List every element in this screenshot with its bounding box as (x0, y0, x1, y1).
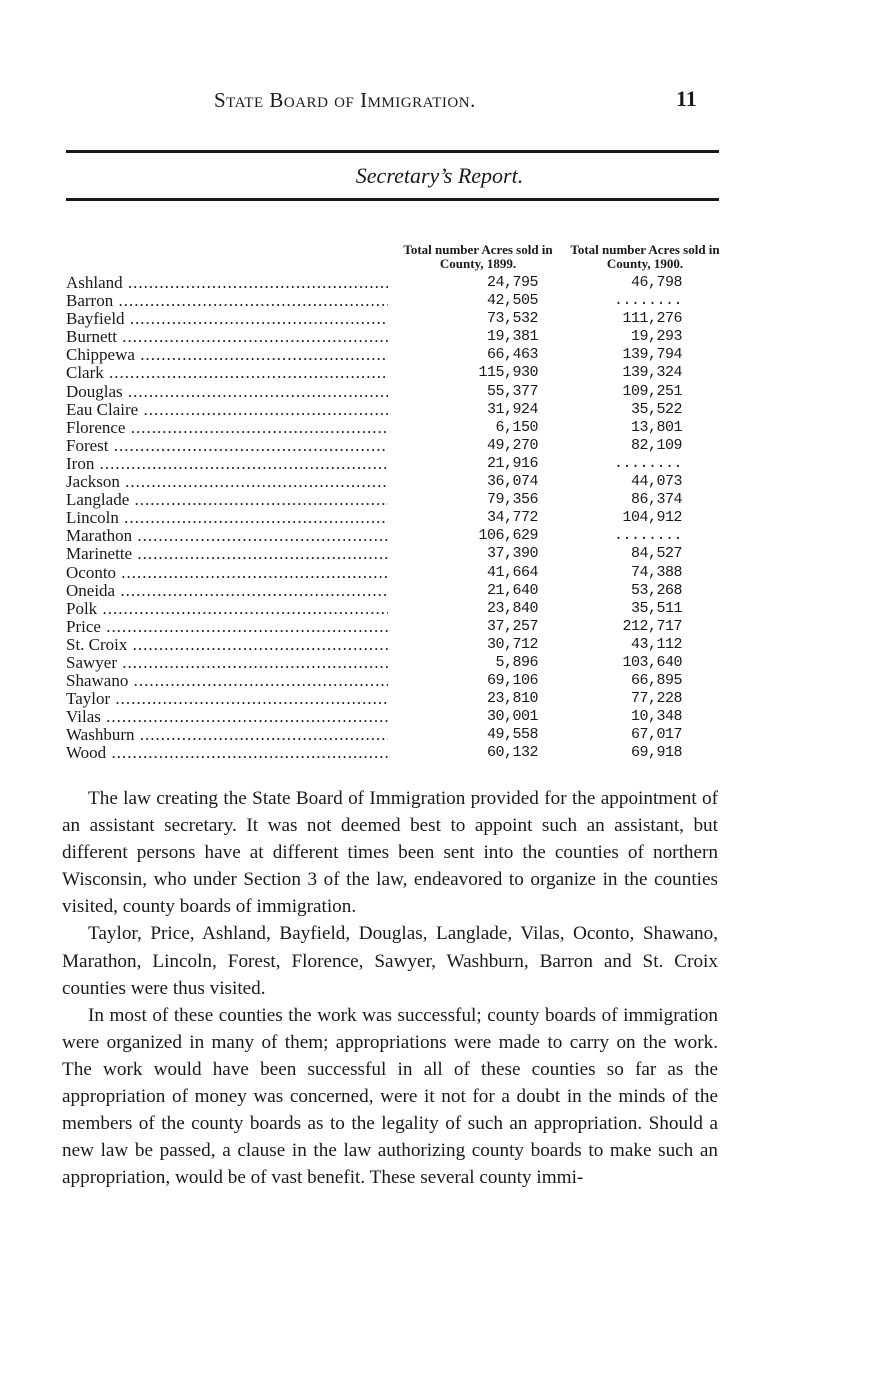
table-row (66, 636, 726, 654)
paragraph: Taylor, Price, Ashland, Bayfield, Douglas, Langlade, Vilas, Oconto, Shawano, Marathon, Lincoln, Forest, Florence, Sawyer, Washburn, Barron and St. Croix counties were thus visited. (62, 923, 718, 999)
column-header-1899: Total number Acres sold in County, 1899. (403, 242, 553, 271)
table-row (66, 708, 726, 726)
body-text (62, 785, 718, 1191)
county-name: Taylor ..... (66, 690, 388, 708)
county-name: Eau Claire ..... (66, 401, 388, 419)
table-row (66, 690, 726, 708)
acres-1900: 10,348 (630, 708, 682, 726)
table-row (66, 419, 726, 437)
table-row (66, 328, 726, 346)
table-row (66, 600, 726, 618)
county-name: Oconto ..... (66, 564, 388, 582)
acres-1899: 23,810 (486, 690, 538, 708)
acres-1899: 69,106 (486, 672, 538, 690)
acres-1899: 106,629 (478, 527, 538, 545)
acres-1900: 66,895 (630, 672, 682, 690)
acres-1899: 23,840 (486, 599, 538, 617)
acres-1899: 79,356 (486, 491, 538, 509)
acres-1899: 42,505 (486, 292, 538, 310)
county-name: Bayfield ..... (66, 310, 388, 328)
column-header-1900: Total number Acres sold in County, 1900. (570, 242, 720, 271)
county-name: Barron ..... (66, 292, 388, 310)
table-row (66, 455, 726, 473)
acres-1899: 115,930 (478, 364, 538, 382)
acres-1899: 30,712 (486, 635, 538, 653)
acres-1899: 49,270 (486, 436, 538, 454)
county-name: Jackson ..... (66, 473, 388, 491)
acres-1899: 31,924 (486, 400, 538, 418)
running-title: State Board of Immigration. (214, 88, 476, 112)
acres-1899: 19,381 (486, 328, 538, 346)
county-name: Langlade ..... (66, 491, 388, 509)
acres-1900: ........ (613, 292, 682, 310)
table-row (66, 383, 726, 401)
page-number: 11 (676, 86, 697, 111)
table-row (66, 292, 726, 310)
acres-table (66, 274, 726, 763)
county-name: Shawano ..... (66, 672, 388, 690)
acres-1899: 49,558 (486, 726, 538, 744)
acres-1900: 139,324 (622, 364, 682, 382)
top-rule (66, 150, 719, 153)
acres-1900: 53,268 (630, 581, 682, 599)
county-name: Ashland ..... (66, 274, 388, 292)
county-name: Oneida ..... (66, 582, 388, 600)
county-name: Clark ..... (66, 364, 388, 382)
acres-1899: 24,795 (486, 274, 538, 291)
acres-1900: 35,511 (630, 599, 682, 617)
acres-1900: 67,017 (630, 726, 682, 744)
county-name: Wood ..... (66, 744, 388, 762)
table-row (66, 564, 726, 582)
paragraph: In most of these counties the work was successful; county boards of immigration were organized in many of them; appropriations were made to carry on the work. The work would have been successful in all of these counties so far as the appropriation of money was concerned, were it not for a doubt in the minds of the members of the county boards as to the legality of such an appropriation. Should a new law be passed, a clause in the law authorizing county boards to make such an appropriation, would be of vast benefit. These several county immi- (62, 1004, 718, 1189)
acres-1900: 82,109 (630, 436, 682, 454)
table-row (66, 582, 726, 600)
acres-1900: ........ (613, 454, 682, 472)
county-name: Price ..... (66, 618, 388, 636)
county-name: Chippewa ..... (66, 346, 388, 364)
acres-1900: 44,073 (630, 473, 682, 491)
acres-1899: 37,257 (486, 617, 538, 635)
county-name: Polk ..... (66, 600, 388, 618)
acres-1900: 35,522 (630, 400, 682, 418)
table-row (66, 527, 726, 545)
paragraph: The law creating the State Board of Immigration provided for the appointment of an assistant secretary. It was not deemed best to appoint such an assistant, but different persons have at different times been sent into the counties of northern Wisconsin, who under Section 3 of the law, endeavored to organize in the counties visited, county boards of immigration. (62, 788, 718, 918)
acres-1900: 104,912 (622, 509, 682, 527)
table-row (66, 509, 726, 527)
table-row (66, 274, 726, 292)
county-name: Sawyer ..... (66, 654, 388, 672)
table-row (66, 364, 726, 382)
acres-1900: 84,527 (630, 545, 682, 563)
table-row (66, 437, 726, 455)
acres-1900: 109,251 (622, 382, 682, 400)
acres-1900: 43,112 (630, 635, 682, 653)
table-row (66, 310, 726, 328)
acres-1899: 41,664 (486, 563, 538, 581)
acres-1900: 19,293 (630, 328, 682, 346)
acres-1899: 21,640 (486, 581, 538, 599)
acres-1900: 77,228 (630, 690, 682, 708)
table-row (66, 654, 726, 672)
acres-1899: 60,132 (486, 744, 538, 762)
table-row (66, 672, 726, 690)
acres-1899: 37,390 (486, 545, 538, 563)
acres-1899: 55,377 (486, 382, 538, 400)
table-row (66, 491, 726, 509)
county-name: Douglas ..... (66, 383, 388, 401)
acres-1900: ........ (613, 527, 682, 545)
table-row (66, 473, 726, 491)
acres-1900: 212,717 (622, 617, 682, 635)
county-name: Florence ..... (66, 419, 388, 437)
acres-1899: 21,916 (486, 454, 538, 472)
county-name: St. Croix ..... (66, 636, 388, 654)
county-name: Forest ..... (66, 437, 388, 455)
county-name: Washburn ..... (66, 726, 388, 744)
county-name: Marinette ..... (66, 545, 388, 563)
acres-1899: 6,150 (495, 418, 538, 436)
bottom-rule (66, 198, 719, 201)
table-row (66, 726, 726, 744)
county-name: Iron ..... (66, 455, 388, 473)
county-name: Marathon ..... (66, 527, 388, 545)
acres-1899: 73,532 (486, 310, 538, 328)
table-row (66, 401, 726, 419)
acres-1900: 46,798 (630, 274, 682, 291)
acres-1899: 5,896 (495, 653, 538, 671)
acres-1900: 111,276 (622, 310, 682, 328)
table-row (66, 618, 726, 636)
table-row (66, 545, 726, 563)
table-row (66, 346, 726, 364)
acres-1900: 69,918 (630, 744, 682, 762)
section-title: Secretary’s Report. (355, 163, 524, 188)
county-name: Burnett ..... (66, 328, 388, 346)
acres-1899: 30,001 (486, 708, 538, 726)
acres-1900: 74,388 (630, 563, 682, 581)
acres-1899: 66,463 (486, 346, 538, 364)
table-row (66, 744, 726, 762)
acres-1900: 13,801 (630, 418, 682, 436)
acres-1899: 36,074 (486, 473, 538, 491)
county-name: Lincoln ..... (66, 509, 388, 527)
acres-1899: 34,772 (486, 509, 538, 527)
acres-1900: 86,374 (630, 491, 682, 509)
acres-1900: 139,794 (622, 346, 682, 364)
county-name: Vilas ..... (66, 708, 388, 726)
acres-1900: 103,640 (622, 653, 682, 671)
